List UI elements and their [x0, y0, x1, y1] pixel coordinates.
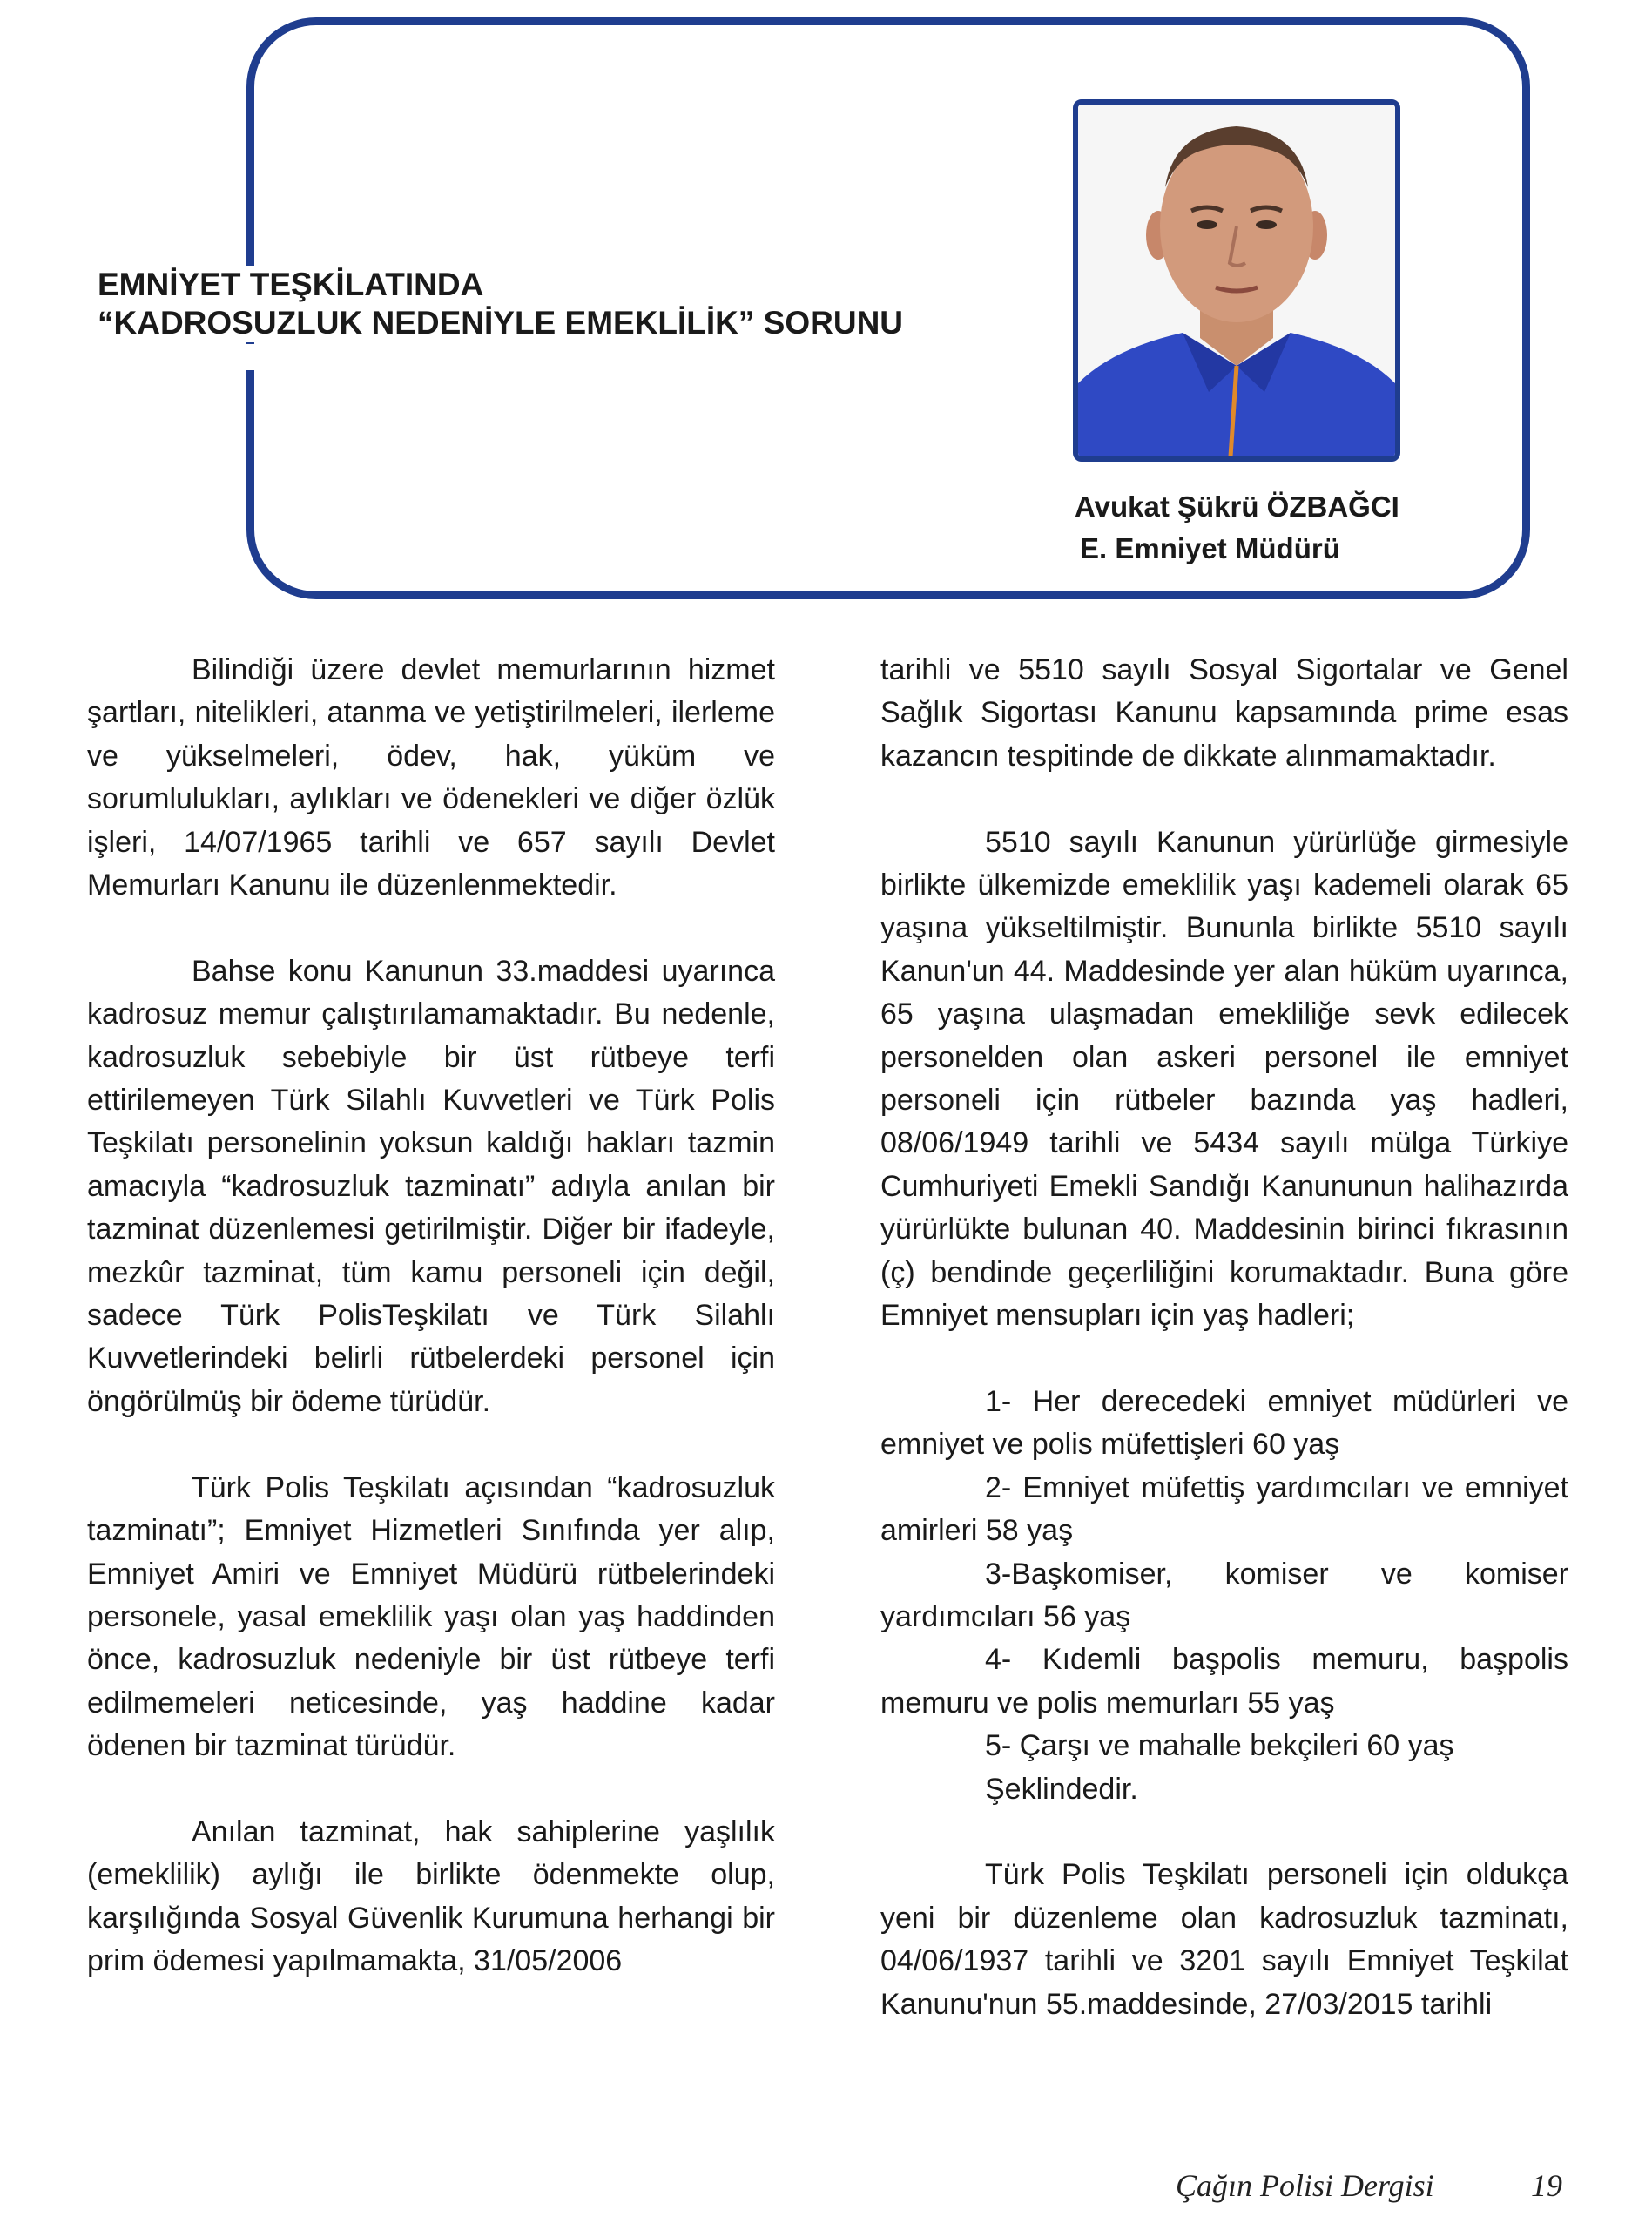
author-block [1075, 486, 1399, 570]
list-item: 5- Çarşı ve mahalle bekçileri 60 yaş [985, 1729, 1454, 1763]
article-title [98, 266, 912, 342]
list-item: 2- Emniyet müfettiş yardımcıları ve emniyet amirleri 58 yaş [880, 1470, 1568, 1548]
author-portrait-image [1078, 105, 1395, 456]
title-line-2: “KADROSUZLUK NEDENİYLE EMEKLİLİK” SORUNU [98, 305, 904, 341]
list-item: 3-Başkomiser, komiser ve komiser yardımcıları 56 yaş [880, 1557, 1568, 1633]
left-column [87, 649, 775, 1983]
paragraph: Bilindiği üzere devlet memurlarının hizmet şartları, nitelikleri, atanma ve yetiştirilmeleri, ilerleme ve yükselmeleri, ödev, hak, yüküm ve sorumlulukları, aylıkları ve ödenekleri ve diğer özlük işleri, 14/07/1965 tarihli ve 657 sayılı Devlet Memurları Kanunu ile düzenlenmektedir. [87, 653, 775, 902]
author-name: Avukat Şükrü ÖZBAĞCI [1075, 490, 1399, 523]
right-column [880, 649, 1568, 2026]
paragraph: tarihli ve 5510 sayılı Sosyal Sigortalar ve Genel Sağlık Sigortası Kanunu kapsamında prime esas kazancın tespitinde de dikkate alınmamaktadır. [880, 653, 1568, 773]
paragraph: Bahse konu Kanunun 33.maddesi uyarınca kadrosuz memur çalıştırılamamaktadır. Bu nedenle, kadrosuzluk sebebiyle bir üst rütbeye terfi ettirilemeyen Türk Silahlı Kuvvetleri ve Türk Polis Teşkilatı personelinin yoksun kaldığı hakları tazmin amacıyla “kadrosuzluk tazminatı” adıyla anılan bir tazminat düzenlemesi getirilmiştir. Diğer bir ifadeyle, mezkûr tazminat, tüm kamu personeli için değil, sadece Türk PolisTeşkilatı ve Türk Silahlı Kuvvetlerindeki belirli rütbelerdeki personel için öngörülmüş bir ödeme türüdür. [87, 954, 775, 1418]
list-item: 1- Her derecedeki emniyet müdürleri ve emniyet ve polis müfettişleri 60 yaş [880, 1384, 1568, 1462]
paragraph: Anılan tazminat, hak sahiplerine yaşlılık (emeklilik) aylığı ile birlikte ödenmekte olup, karşılığında Sosyal Güvenlik Kurumuna herhangi bir prim ödemesi yapılmamakta, 31/05/2006 [87, 1814, 775, 1978]
title-line-1: EMNİYET TEŞKİLATINDA [98, 267, 484, 302]
paragraph: Türk Polis Teşkilatı açısından “kadrosuzluk tazminatı”; Emniyet Hizmetleri Sınıfında yer alıp, Emniyet Amiri ve Emniyet Müdürü rütbelerindeki personele, yasal emeklilik yaşı olan yaş haddinden önce, kadrosuzluk nedeniyle bir üst rütbeye terfi edilmemeleri neticesinde, yaş haddine kadar ödenen bir tazminat türüdür. [87, 1470, 775, 1763]
list-end: Şeklindedir. [985, 1772, 1138, 1806]
list-item: 4- Kıdemli başpolis memuru, başpolis memuru ve polis memurları 55 yaş [880, 1643, 1568, 1720]
author-photo [1073, 99, 1400, 462]
page-number: 19 [1531, 2168, 1562, 2203]
author-role: E. Emniyet Müdürü [1080, 532, 1340, 564]
paragraph: 5510 sayılı Kanunun yürürlüğe girmesiyle birlikte ülkemizde emeklilik yaşı kademeli olarak 65 yaşına yükseltilmiştir. Bununla birlikte 5510 sayılı Kanun'un 44. Maddesinde yer alan hüküm uyarınca, 65 yaşına ulaşmadan emekliliğe sevk edilecek personelden olan askeri personel ile emniyet personeli için rütbeler bazında yaş hadleri, 08/06/1949 tarihli ve 5434 sayılı mülga Türkiye Cumhuriyeti Emekli Sandığı Kanununun halihazırda yürürlükte bulunan 40. Maddesinin birinci fıkrasının (ç) bendinde geçerliliğini korumaktadır. Buna göre Emniyet mensupları için yaş hadleri; [880, 825, 1568, 1333]
magazine-name: Çağın Polisi Dergisi [1176, 2168, 1434, 2203]
frame-gap [235, 344, 270, 370]
paragraph: Türk Polis Teşkilatı personeli için oldukça yeni bir düzenleme olan kadrosuzluk tazminatı, 04/06/1937 tarihli ve 3201 sayılı Emniyet Teşkilat Kanunu'nun 55.maddesinde, 27/03/2015 tarihli [880, 1858, 1568, 2021]
